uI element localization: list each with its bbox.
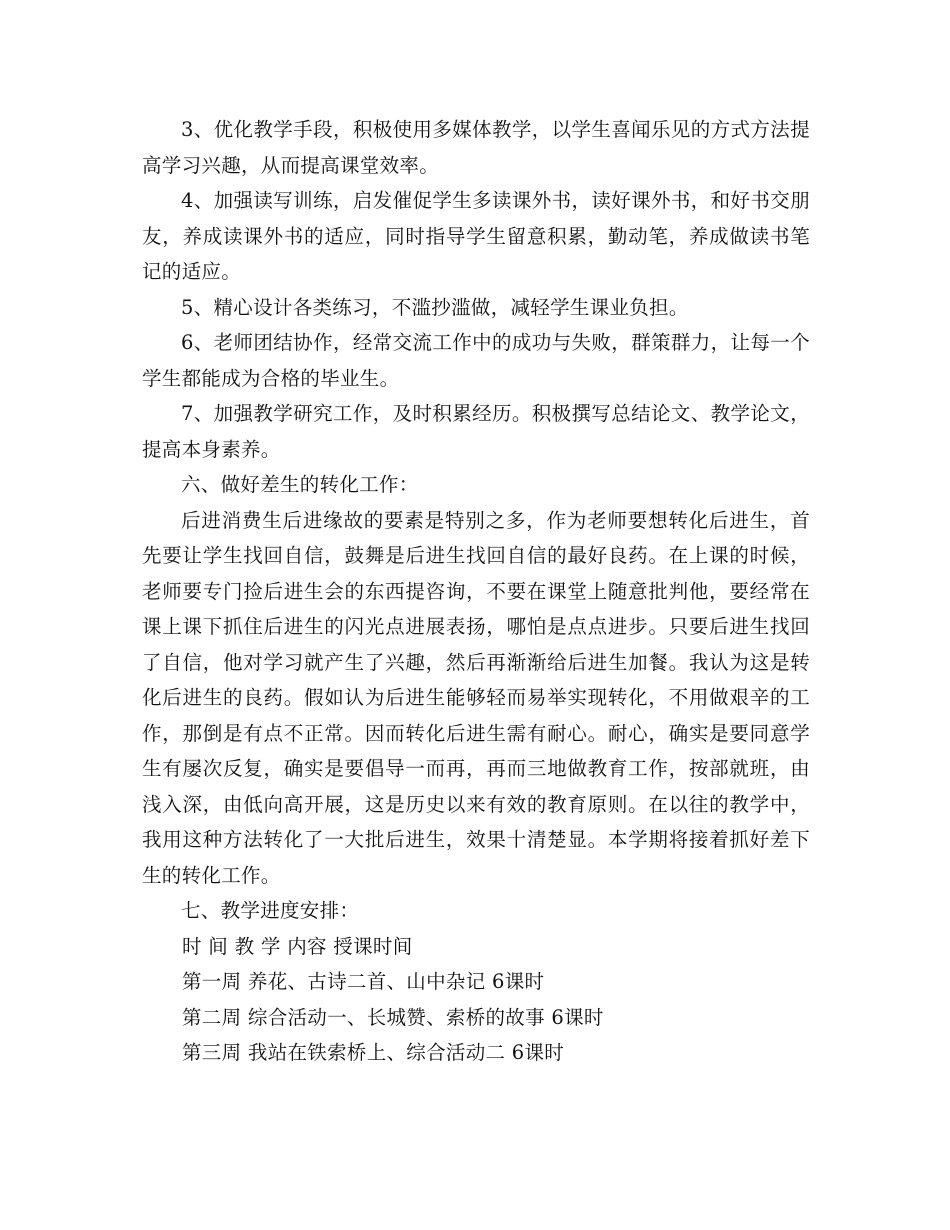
schedule-row: 第二周 综合活动一、长城赞、索桥的故事 6课时: [182, 1005, 604, 1029]
section-heading-seven: 七、教学进度安排：: [181, 899, 360, 922]
paragraph-item-7: 7、加强教学研究工作，及时积累经历。积极撰写总结论文、教学论文，提高本身素养。: [142, 402, 810, 461]
paragraph-item-5: 5、精心设计各类练习，不滥抄滥做，减轻学生课业负担。: [181, 295, 689, 319]
schedule-row: 第一周 养花、古诗二首、山中杂记 6课时: [182, 970, 545, 993]
paragraph-item-4: 4、加强读写训练，启发催促学生多读课外书，读好课外书，和好书交朋友，养成读课外书的适应，同时指导学生留意积累，勤动笔，养成做读书笔记的适应。: [142, 189, 810, 283]
paragraph-item-6: 6、老师团结协作，经常交流工作中的成功与失败，群策群力，让每一个学生都能成为合格的毕业生。: [142, 331, 810, 390]
document-body: [142, 112, 810, 1071]
schedule-header: 时 间 教 学 内容 授课时间: [182, 934, 413, 958]
schedule-row: 第三周 我站在铁索桥上、综合活动二 6课时: [182, 1041, 565, 1064]
section-heading-six: 六、做好差生的转化工作：: [181, 473, 419, 496]
paragraph-struggling-students: 后进消费生后进缘故的要素是特别之多，作为老师要想转化后进生，首先要让学生找回自信，鼓舞是后进生找回自信的最好良药。在上课的时候，老师要专门捡后进生会的东西提咨询，不要在课堂上随意批判他，要经常在课上课下抓住后进生的闪光点进展表扬，哪怕是点点进步。只要后进生找回了自信，他对学习就产生了兴趣，然后再渐渐给后进生加餐。我认为这是转化后进生的良药。假如认为后进生能够轻而易举实现转化，不用做艰辛的工作，那倒是有点不正常。因而转化后进生需有耐心。耐心，确实是要同意学生有屡次反复，确实是要倡导一而再，再而三地做教育工作，按部就班，由浅入深，由低向高开展，这是历史以来有效的教育原则。在以往的教学中，我用这种方法转化了一大批后进生，效果十清楚显。本学期将接着抓好差下生的转化工作。: [142, 508, 810, 887]
paragraph-item-3: 3、优化教学手段，积极使用多媒体教学，以学生喜闻乐见的方式方法提高学习兴趣，从而提高课堂效率。: [142, 118, 810, 177]
